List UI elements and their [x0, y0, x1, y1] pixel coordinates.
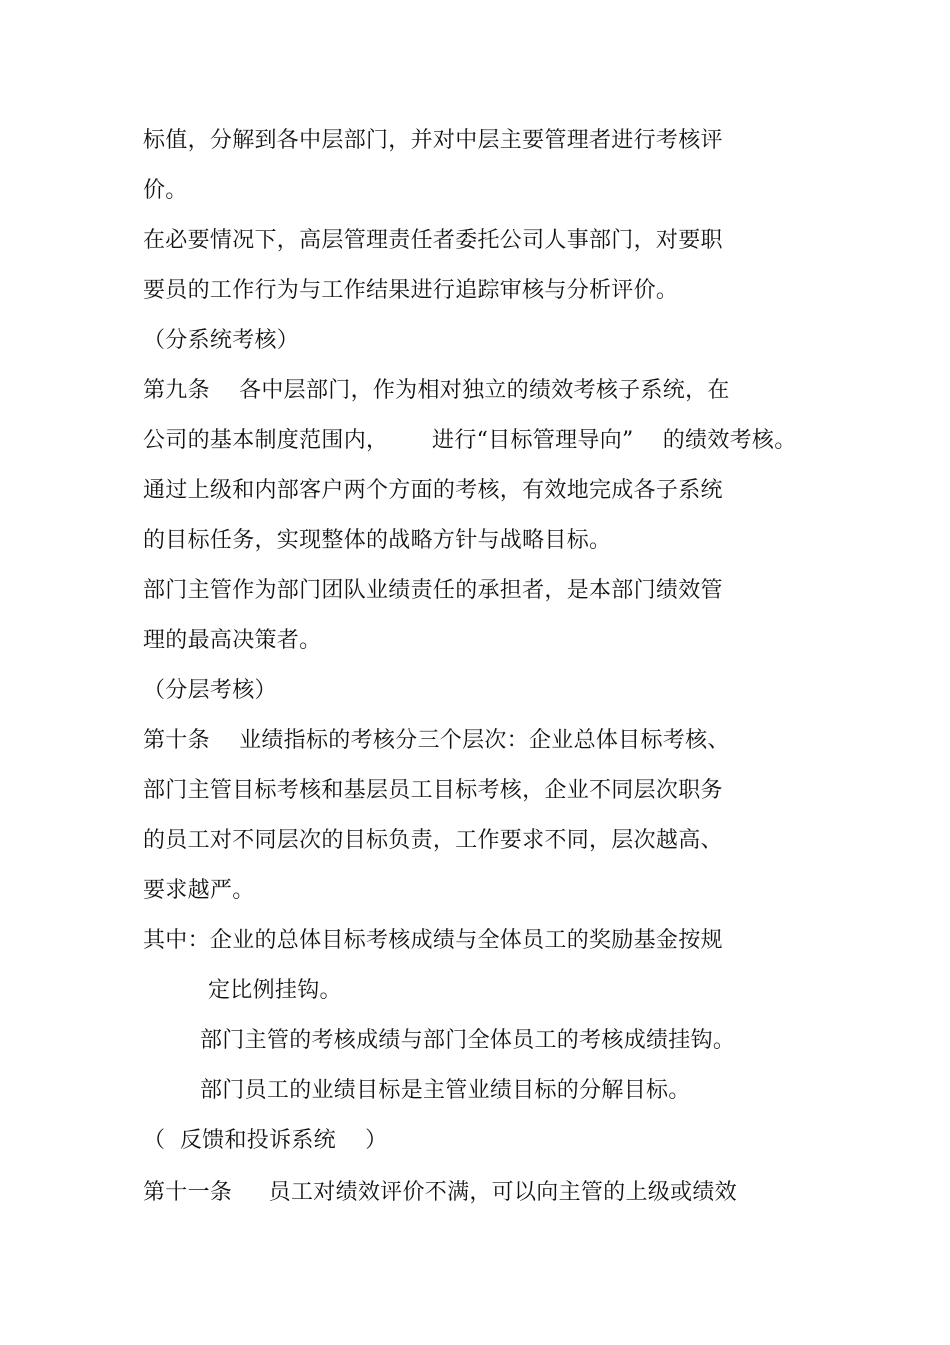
- text-line: 部门主管目标考核和基层员工目标考核，企业不同层次职务: [143, 778, 723, 803]
- text-line: 价。: [143, 178, 188, 203]
- section-heading: （分层考核）: [143, 678, 277, 703]
- text-line: 公司的基本制度范围内， 进行“目标管理导向” 的绩效考核。: [143, 428, 797, 453]
- article-line: 第十一条 员工对绩效评价不满，可以向主管的上级或绩效: [143, 1180, 737, 1205]
- text-line: 部门员工的业绩目标是主管业绩目标的分解目标。: [200, 1078, 691, 1103]
- text-line: 其中：企业的总体目标考核成绩与全体员工的奖励基金按规: [143, 928, 723, 953]
- text-line: 部门主管作为部门团队业绩责任的承担者，是本部门绩效管: [143, 578, 723, 603]
- text-line: 理的最高决策者。: [143, 628, 322, 653]
- text-line: 标值，分解到各中层部门，并对中层主要管理者进行考核评: [143, 128, 723, 153]
- text-line: 定比例挂钩。: [208, 978, 342, 1003]
- text-line: 在必要情况下，高层管理责任者委托公司人事部门，对要职: [143, 228, 723, 253]
- article-line: 第十条 业绩指标的考核分三个层次：企业总体目标考核、: [143, 728, 730, 753]
- text-line: 通过上级和内部客户两个方面的考核，有效地完成各子系统: [143, 478, 723, 503]
- text-line: 部门主管的考核成绩与部门全体员工的考核成绩挂钩。: [200, 1028, 736, 1053]
- section-heading: （ 反馈和投诉系统 ）: [143, 1128, 388, 1153]
- text-line: 的员工对不同层次的目标负责，工作要求不同，层次越高、: [143, 828, 723, 853]
- text-line: 要求越严。: [143, 878, 255, 903]
- text-line: 要员的工作行为与工作结果进行追踪审核与分析评价。: [143, 278, 679, 303]
- section-heading: （分系统考核）: [143, 328, 300, 353]
- text-line: 的目标任务，实现整体的战略方针与战略目标。: [143, 528, 612, 553]
- article-line: 第九条 各中层部门，作为相对独立的绩效考核子系统，在: [143, 378, 730, 403]
